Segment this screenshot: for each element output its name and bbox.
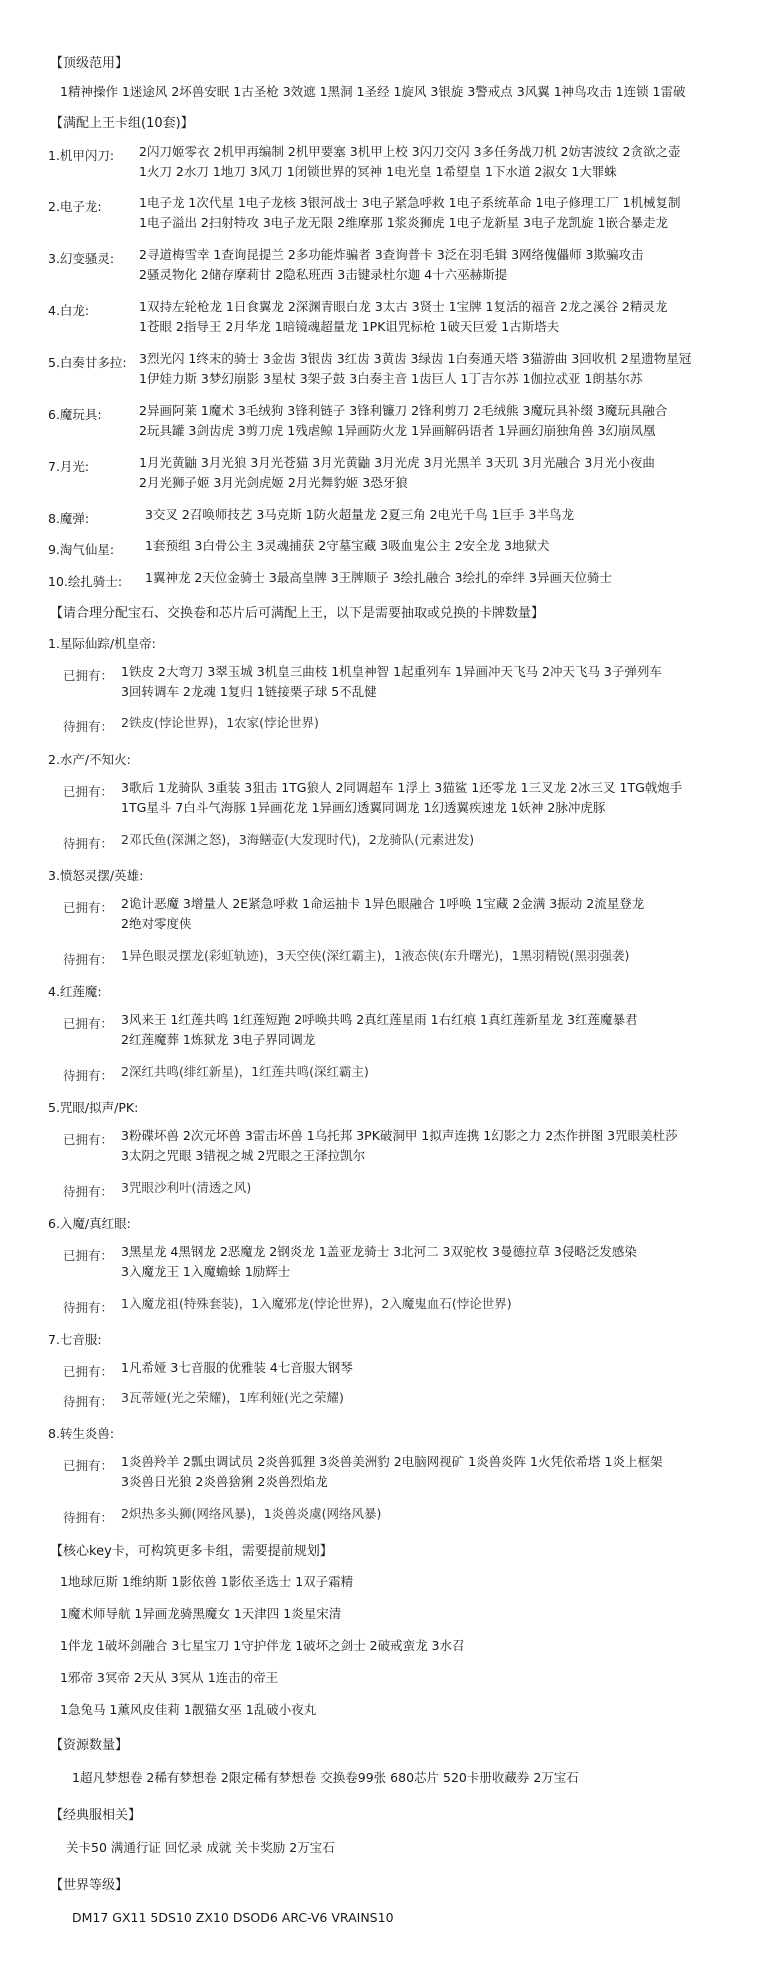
owned-line: 3入魔龙王 1入魔蟾蜍 1励辉士 [121, 1264, 291, 1279]
deck-line: 2骚灵物化 2储存摩莉甘 2隐私班西 3击键录杜尔迦 4十六巫赫斯提 [139, 267, 508, 282]
owned-label: 已拥有： [63, 1458, 114, 1473]
owned-line: 3歌后 1龙骑队 3重装 3狙击 1TG狼人 2同调超车 1浮上 3猫鲨 1还零龙 1三叉龙 2冰三叉 1TG戟炮手 [121, 780, 683, 795]
classic-line: 关卡50 满通行证 回忆录 成就 关卡奖励 2万宝石 [66, 1840, 335, 1855]
deck-title-10: 10.绘扎骑士: [48, 574, 123, 589]
owned-line: 3回转调车 2龙魂 1复归 1链接栗子球 5不乱健 [121, 684, 377, 699]
owned-line: 3风来王 1红莲共鸣 1红莲短跑 2呼唤共鸣 2真红莲星雨 1右红痕 1真红莲新星龙 3红莲魔暴君 [121, 1012, 638, 1027]
wait-label: 待拥有： [63, 1068, 114, 1083]
owned-values-4 [121, 1010, 637, 1050]
deck-title-3: 3.幻变骚灵: [48, 251, 115, 266]
core-key-line-2: 1魔术师导航 1异画龙骑黑魔女 1天津四 1炎星宋清 [60, 1606, 342, 1621]
owned-line: 3太阴之咒眼 3错视之城 2咒眼之王泽拉凯尔 [121, 1148, 366, 1163]
deck-title-7: 7.月光: [48, 459, 90, 474]
wait-line: 3瓦蒂娅(光之荣耀)，1库利娅(光之荣耀) [121, 1390, 344, 1405]
deck-title-8: 8.魔弹: [48, 511, 90, 526]
group-title-5: 5.咒眼/拟声/PK: [48, 1100, 139, 1115]
core-key-line-4: 1邪帝 3冥帝 2天从 3冥从 1连击的帝王 [60, 1670, 279, 1685]
deck-content-3 [139, 245, 644, 285]
deck-content-6 [139, 401, 667, 441]
wait-values-5 [121, 1178, 251, 1198]
wait-line: 2邓氏鱼(深渊之怒)，3海鳝壶(大发现时代)，2龙骑队(元素进发) [121, 832, 475, 847]
owned-label: 已拥有： [63, 900, 114, 915]
owned-line: 3黑星龙 4黑钢龙 2恶魔龙 2钢炎龙 1盖亚龙骑士 3北河二 3双驼枚 3曼德拉草 3侵略泛发感染 [121, 1244, 637, 1259]
owned-line: 2绝对零度侠 [121, 916, 192, 931]
wait-label: 待拥有： [63, 1510, 114, 1525]
group-title-3: 3.愤怒灵摆/英雄: [48, 868, 144, 883]
owned-line: 1TG星斗 7白斗气海豚 1异画花龙 1异画幻透翼同调龙 1幻透翼疾速龙 1妖神 2脉冲虎豚 [121, 800, 606, 815]
wait-values-4 [121, 1062, 369, 1082]
deck-content-7 [139, 453, 655, 493]
deck-content-1 [139, 142, 680, 182]
owned-line: 2诡计恶魔 3增量人 2E紧急呼救 1命运抽卡 1异色眼融合 1呼唤 1宝藏 2金满 3振动 2流星登龙 [121, 896, 645, 911]
deck-line: 2异画阿莱 1魔术 3毛绒狗 3锋利链子 3锋利镰刀 2锋利剪刀 2毛绒熊 3魔玩具补缀 3魔玩具融合 [139, 403, 668, 418]
owned-line: 3粉碟坏兽 2次元坏兽 3雷击坏兽 1乌托邦 3PK破洞甲 1拟声连携 1幻影之力 2杰作拼图 3咒眼美杜莎 [121, 1128, 678, 1143]
owned-line: 2红莲魔葬 1炼狱龙 3电子界同调龙 [121, 1032, 316, 1047]
owned-values-3 [121, 894, 644, 934]
wait-values-2 [121, 830, 474, 850]
core-key-line-1: 1地球厄斯 1维纳斯 1影依兽 1影依圣选士 1双子霜精 [60, 1574, 354, 1589]
group-title-1: 1.星际仙踪/机皇帝: [48, 636, 156, 651]
deck-line: 2月光狮子姬 3月光剑虎姬 2月光舞豹姬 3恐牙狼 [139, 475, 408, 490]
deck-line: 2闪刀姬零衣 2机甲再编制 2机甲要塞 3机甲上校 3闪刀交闪 3多任务战刀机 2妨害波纹 2贪欲之壶 [139, 144, 681, 159]
deck-line: 1火刀 2水刀 1地刀 3风刀 1闭锁世界的冥神 1电光皇 1希望皇 1下水道 2淑女 1大罪蛛 [139, 164, 617, 179]
deck-content-2 [139, 193, 680, 233]
deck-line: 1苍眼 2指导王 2月华龙 1暗镜魂超量龙 1PK诅咒标枪 1破天巨爱 1古斯塔夫 [139, 319, 560, 334]
section-header-classic: 【经典服相关】 [50, 1808, 142, 1823]
deck-content-5 [139, 349, 691, 389]
deck-title-1: 1.机甲闪刀: [48, 148, 115, 163]
owned-label: 已拥有： [63, 1248, 114, 1263]
owned-values-2 [121, 778, 682, 818]
deck-line: 1电子溢出 2扫射特攻 3电子龙无限 2维摩那 1浆炎狮虎 1电子龙新星 3电子龙凯旋 1嵌合暴走龙 [139, 215, 668, 230]
owned-label: 已拥有： [63, 784, 114, 799]
wait-line: 2炽热多头狮(网络风暴)，1炎兽炎虞(网络风暴) [121, 1506, 382, 1521]
wait-line: 3咒眼沙利叶(清透之风) [121, 1180, 252, 1195]
owned-line: 3炎兽日光狼 2炎兽猞猁 2炎兽烈焰龙 [121, 1474, 328, 1489]
group-title-8: 8.转生炎兽: [48, 1426, 115, 1441]
group-title-2: 2.水产/不知火: [48, 752, 131, 767]
deck-content-8 [145, 505, 574, 525]
section-header-world: 【世界等级】 [50, 1878, 129, 1893]
wait-label: 待拥有： [63, 719, 114, 734]
owned-label: 已拥有： [63, 1016, 114, 1031]
owned-values-8 [121, 1452, 662, 1492]
section-header-partial: 【请合理分配宝石、交换卷和芯片后可满配上王，以下是需要抽取或兑换的卡牌数量】 [50, 606, 545, 621]
top-range-line: 1精神操作 1迷途风 2坏兽安眠 1古圣枪 3效遮 1黑洞 1圣经 1旋风 3银旋 3警戒点 3风翼 1神鸟攻击 1连锁 1雷破 [60, 84, 686, 99]
deck-line: 1翼神龙 2天位金骑士 3最高皇牌 3王牌顺子 3绘扎融合 3绘扎的牵绊 3异画天位骑士 [145, 570, 613, 585]
deck-line: 1月光黄鼬 3月光狼 3月光苍猫 3月光黄鼬 3月光虎 3月光黑羊 3天玑 3月光融合 3月光小夜曲 [139, 455, 655, 470]
section-header-top-range: 【顶级范用】 [50, 56, 129, 71]
deck-line: 3交叉 2召唤师技艺 3马克斯 1防火超量龙 2夏三角 2电光千鸟 1巨手 3半鸟龙 [145, 507, 574, 522]
wait-label: 待拥有： [63, 952, 114, 967]
wait-line: 2铁皮(悖论世界)，1农家(悖论世界) [121, 715, 319, 730]
group-title-4: 4.红莲魔: [48, 984, 102, 999]
deck-title-9: 9.淘气仙星: [48, 542, 115, 557]
deck-content-9 [145, 536, 550, 556]
deck-content-4 [139, 297, 667, 337]
group-title-6: 6.入魔/真红眼: [48, 1216, 131, 1231]
owned-label: 已拥有： [63, 668, 114, 683]
deck-title-6: 6.魔玩具: [48, 407, 102, 422]
owned-line: 1铁皮 2大弯刀 3翠玉城 3机皇三曲枝 1机皇神智 1起重列车 1异画冲天飞马 2冲天飞马 3子弹列车 [121, 664, 662, 679]
deck-line: 3烈光闪 1终末的骑士 3金齿 3银齿 3红齿 3黄齿 3绿齿 1白奏通天塔 3猫游曲 3回收机 2星遗物星冠 [139, 351, 692, 366]
wait-values-7 [121, 1388, 344, 1408]
owned-label: 已拥有： [63, 1364, 114, 1379]
core-key-line-5: 1急兔马 1薰风皮佳莉 1靓猫女巫 1乱破小夜丸 [60, 1702, 317, 1717]
deck-line: 1电子龙 1次代星 1电子龙核 3银河战士 3电子紧急呼救 1电子系统革命 1电子修理工厂 1机械复制 [139, 195, 681, 210]
wait-label: 待拥有： [63, 1300, 114, 1315]
wait-values-6 [121, 1294, 512, 1314]
wait-label: 待拥有： [63, 1394, 114, 1409]
deck-content-10 [145, 568, 612, 588]
deck-line: 1双持左轮枪龙 1日食翼龙 2深渊青眼白龙 3太古 3贤士 1宝牌 1复活的福音 2龙之溪谷 2精灵龙 [139, 299, 668, 314]
owned-values-5 [121, 1126, 678, 1166]
owned-line: 1凡希娅 3七音服的优雅装 4七音服大钢琴 [121, 1360, 353, 1375]
section-header-resources: 【资源数量】 [50, 1738, 129, 1753]
group-title-7: 7.七音服: [48, 1332, 102, 1347]
deck-title-2: 2.电子龙: [48, 199, 102, 214]
wait-values-3 [121, 946, 629, 966]
wait-line: 1异色眼灵摆龙(彩虹轨迹)，3天空侠(深红霸主)，1液态侠(东升曙光)，1黑羽精锐(黑羽强袭) [121, 948, 630, 963]
world-line: DM17 GX11 5DS10 ZX10 DSOD6 ARC-V6 VRAINS10 [72, 1910, 394, 1925]
owned-line: 1炎兽羚羊 2瓢虫调试员 2炎兽狐狸 3炎兽美洲豹 2电脑网视矿 1炎兽炎阵 1火凭依希塔 1炎上框架 [121, 1454, 663, 1469]
wait-label: 待拥有： [63, 1184, 114, 1199]
deck-line: 2寻道梅雪幸 1查询昆提兰 2多功能炸骗者 3查询普卡 3泛在羽毛辑 3网络傀儡师 3欺骗攻击 [139, 247, 644, 262]
owned-values-1 [121, 662, 662, 702]
wait-label: 待拥有： [63, 836, 114, 851]
wait-values-1 [121, 713, 319, 733]
deck-title-5: 5.白奏甘多拉: [48, 355, 127, 370]
owned-values-7 [121, 1358, 353, 1378]
deck-line: 2玩具罐 3剑齿虎 3剪刀虎 1残虐鲸 1异画防火龙 1异画解码语者 1异画幻崩独角兽 3幻崩凤凰 [139, 423, 656, 438]
wait-values-8 [121, 1504, 381, 1524]
owned-label: 已拥有： [63, 1132, 114, 1147]
section-header-full-king: 【满配上王卡组(10套)】 [50, 116, 194, 131]
section-header-core-key: 【核心key卡，可构筑更多卡组，需要提前规划】 [50, 1544, 333, 1559]
wait-line: 2深红共鸣(绯红新星)，1红莲共鸣(深红霸主) [121, 1064, 369, 1079]
deck-line: 1伊娃力斯 3梦幻崩影 3星杖 3架子鼓 3白奏主音 1齿巨人 1丁吉尔苏 1伽拉忒亚 1朗基尔苏 [139, 371, 643, 386]
core-key-line-3: 1伴龙 1破坏剑融合 3七星宝刀 1守护伴龙 1破坏之剑士 2破戒蛮龙 3水召 [60, 1638, 465, 1653]
deck-title-4: 4.白龙: [48, 303, 90, 318]
owned-values-6 [121, 1242, 637, 1282]
resources-line: 1超凡梦想卷 2稀有梦想卷 2限定稀有梦想卷 交换卷99张 680芯片 520卡册收藏券 2万宝石 [72, 1770, 579, 1785]
deck-line: 1套预组 3白骨公主 3灵魂捕获 2守墓宝藏 3吸血鬼公主 2安全龙 3地狱犬 [145, 538, 550, 553]
wait-line: 1入魔龙祖(特殊套装)，1入魔邪龙(悖论世界)，2入魔鬼血石(悖论世界) [121, 1296, 512, 1311]
